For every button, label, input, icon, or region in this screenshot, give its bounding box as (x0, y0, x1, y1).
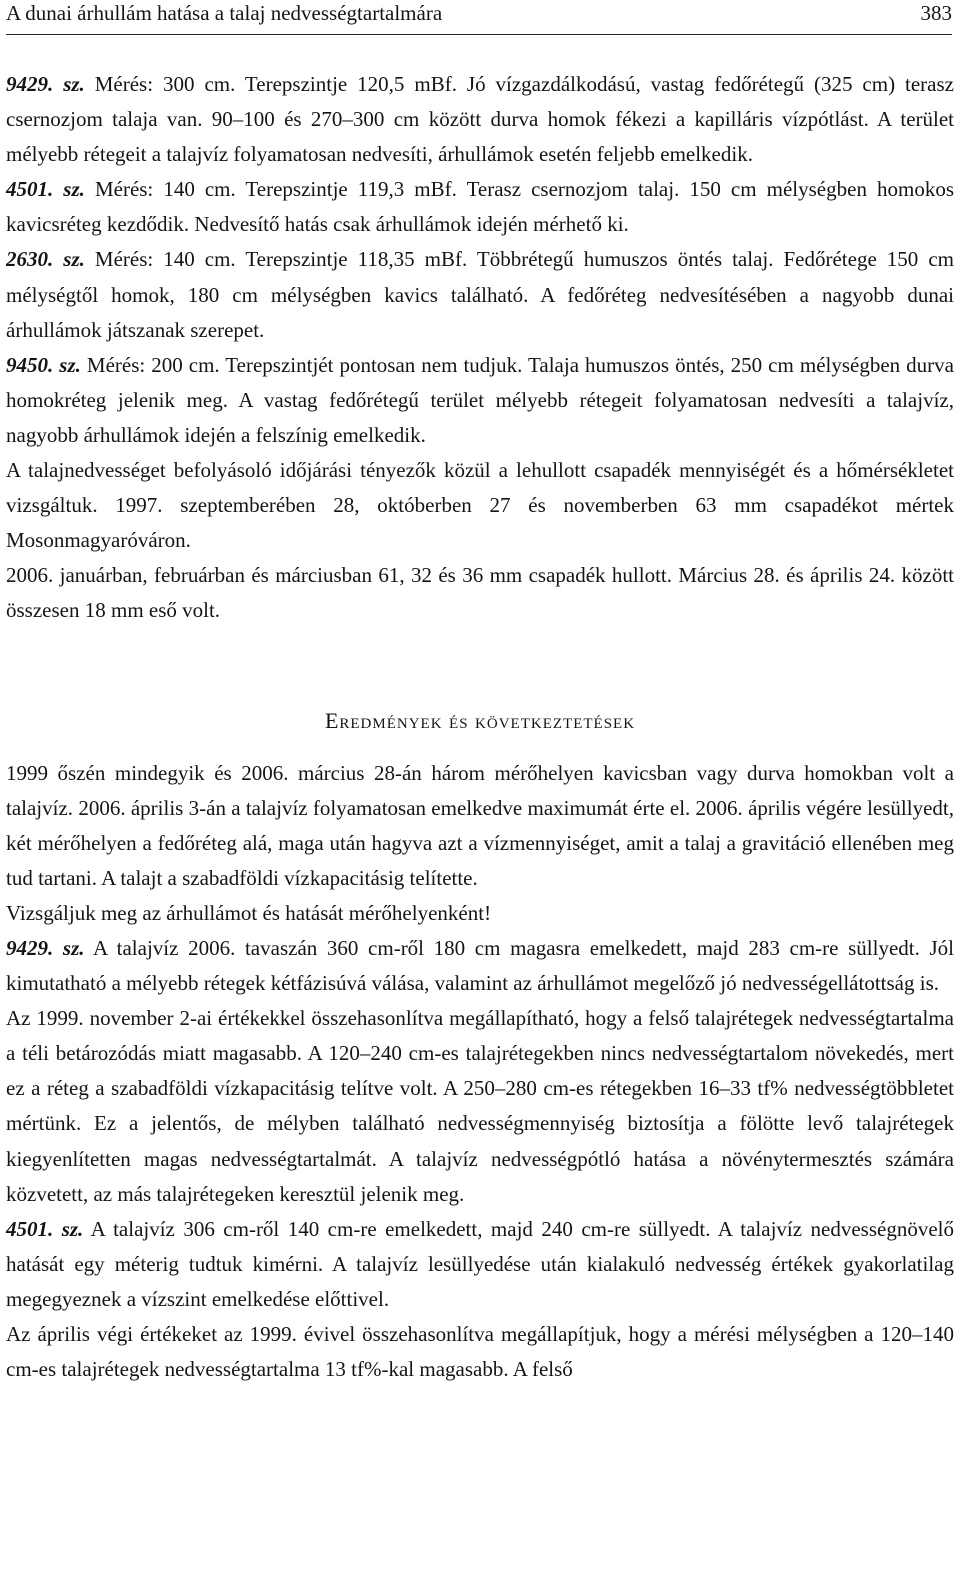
site-id: 9429. sz. (6, 935, 85, 960)
paragraph: 1999 őszén mindegyik és 2006. március 28-án három mérőhelyen kavicsban vagy durva homokban volt a talajvíz. 2006. április 3-án a talajvíz folyamatosan emelkedve maximumát érte el. 2006. április végére lesüllyedt, két mérőhelyen a fedőréteg alá, maga után hagyva azt a vízmennyiséget, amit a talaj a gravitáció ellenében meg tud tartani. A talajt a szabadföldi vízkapacitásig telítette. (6, 760, 954, 890)
site-id: 4501. sz. (6, 1216, 84, 1241)
site-id: 9429. sz. (6, 72, 85, 96)
running-title: A dunai árhullám hatása a talaj nedvességtartalmára (6, 1, 443, 25)
paragraph-text: Mérés: 140 cm. Terepszintje 118,35 mBf. Többrétegű humuszos öntés talaj. Fedőrétege 150 cm mélységtől homok, 180 cm mélységben kavics található. A fedőréteg nedvesítésében a nagyobb dunai árhullámok játszanak szerepet. (6, 247, 954, 342)
paragraph-text: Mérés: 300 cm. Terepszintje 120,5 mBf. Jó vízgazdálkodású, vastag fedőrétegű (325 cm) terasz csernozjom talaja van. 90–100 és 270–300 cm között durva homok fékezi a kapilláris vízpótlást. A terület mélyebb rétegeit a talajvíz folyamatosan nedvesíti, árhullámok esetén feljebb emelkedik. (6, 72, 954, 167)
paragraph (6, 931, 954, 1001)
paragraph-text: Mérés: 140 cm. Terepszintje 119,3 mBf. Terasz csernozjom talaj. 150 cm mélységben homokos kavicsréteg kezdődik. Nedvesítő hatás csak árhullámok idején mérhető ki. (6, 177, 954, 237)
paragraph (6, 172, 954, 242)
paragraph: Az 1999. november 2-ai értékekkel összehasonlítva megállapítható, hogy a felső talajrétegek nedvességtartalma a téli betározódás miatt magasabb. A 120–240 cm-es talajrétegekben nincs nedvességtartalom növekedés, mert ez a réteg a szabadföldi vízkapacitásig telítve volt. A 250–280 cm-es rétegekben 16–33 tf% nedvességtöbbletet mértünk. Ez a jelentős, de mélyben található nedvességmennyiség biztosítja a fölötte levő talajrétegek kiegyenlítetten magas nedvességtartalmát. A talajvíz nedvességpótló hatása a növénytermesztés számára közvetett, az más talajrétegeken keresztül jelenik meg. (6, 1006, 954, 1206)
page-number: 383 (920, 1, 952, 25)
site-id: 9450. sz. (6, 352, 81, 377)
site-id: 2630. sz. (6, 247, 85, 272)
paragraph-text: A talajvíz 2006. tavaszán 360 cm-ről 180 cm magasra emelkedett, majd 283 cm-re süllyedt. Jól kimutatható a mélyebb rétegek kétfázisúvá válása, valamint az árhullámot megelőző jó nedvességellátottság is. (6, 935, 954, 996)
article-body (6, 67, 954, 1387)
paragraph: 2006. januárban, februárban és márciusban 61, 32 és 36 mm csapadék hullott. Március 28. és április 24. között összesen 18 mm eső volt. (6, 563, 954, 623)
paragraph (6, 348, 954, 453)
paragraph: Vizsgáljuk meg az árhullámot és hatását mérőhelyenként! (6, 900, 492, 925)
section-heading: Eredmények és következtetések (324, 707, 636, 733)
paragraph-text: A talajvíz 306 cm-ről 140 cm-re emelkedett, majd 240 cm-re süllyedt. A talajvíz nedvességnövelő hatását egy méterig tudtuk kimérni. A talajvíz lesüllyedése után kialakuló nedvesség értékek gyakorlatilag megegyeznek a vízszint emelkedése előttivel. (6, 1216, 954, 1311)
paragraph-text: Mérés: 200 cm. Terepszintjét pontosan nem tudjuk. Talaja humuszos öntés, 250 cm mélységben durva homokréteg jelenik meg. A vastag fedőrétegű terület mélyebb rétegeit folyamatosan nedvesíti a talajvíz, nagyobb árhullámok idején a felszínig emelkedik. (6, 352, 954, 447)
paragraph: A talajnedvességet befolyásoló időjárási tényezők közül a lehullott csapadék mennyiségét és a hőmérsékletet vizsgáltuk. 1997. szeptemberében 28, októberben 27 és novemberben 63 mm csapadékot mértek Mosonmagyaróváron. (6, 458, 954, 553)
paragraph (6, 242, 954, 347)
site-id: 4501. sz. (6, 177, 85, 202)
paragraph (6, 67, 954, 172)
paragraph: Az április végi értékeket az 1999. évivel összehasonlítva megállapítjuk, hogy a mérési mélységben a 120–140 cm-es talajrétegek nedvességtartalma 13 tf%-kal magasabb. A felső (6, 1322, 954, 1382)
running-header (6, 0, 952, 35)
paragraph (6, 1212, 954, 1317)
